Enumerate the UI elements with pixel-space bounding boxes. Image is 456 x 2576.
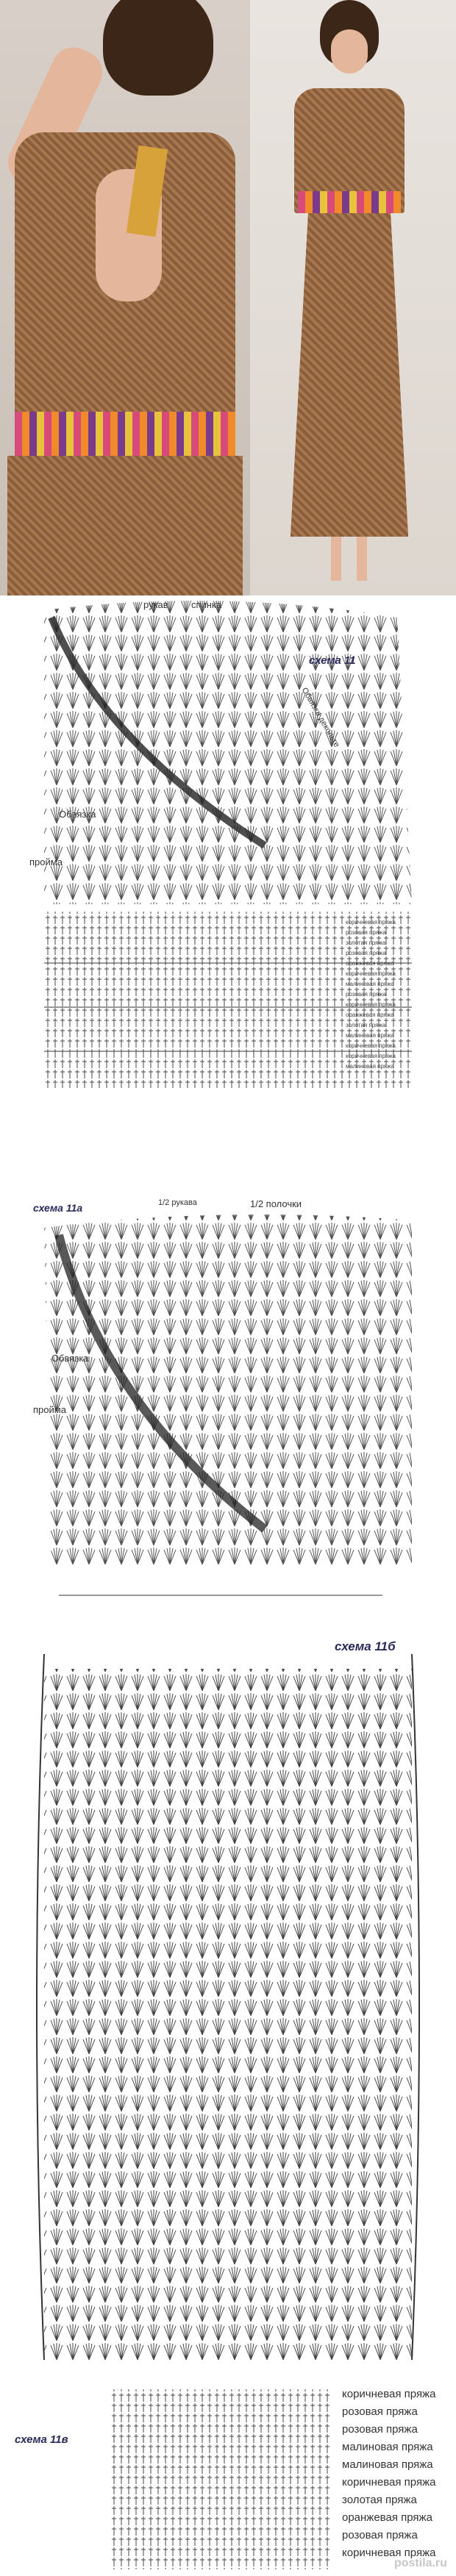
yarn-legend-item: оранжевая пряжа [346, 1012, 394, 1018]
schema-11b-panel [0, 1654, 456, 2382]
schema-11b-diagram [0, 1654, 456, 2382]
garment-skirt [7, 456, 243, 595]
yarn-legend-item: коричневая пряжа [342, 2547, 436, 2559]
yarn-legend-item: коричневая пряжа [346, 1053, 396, 1059]
yarn-legend-item: малиновая пряжа [342, 2458, 433, 2471]
yarn-legend-item: коричневая пряжа [346, 1001, 396, 1008]
yarn-legend-item: золотая пряжа [346, 940, 386, 946]
label-obvyazka: Обвязка [51, 1353, 89, 1364]
label-half-sleeve: 1/2 рукава [158, 1198, 197, 1207]
schema-11a-panel [0, 1184, 456, 1654]
yarn-legend-item: коричневая пряжа [342, 2476, 436, 2489]
yarn-legend-item: розовая пряжа [346, 950, 386, 956]
model-face [331, 29, 368, 74]
yarn-legend-item: розовая пряжа [346, 991, 386, 998]
photo-back-view [0, 0, 250, 595]
waistband [298, 191, 401, 213]
label-obvyazka: Обвязка [59, 809, 96, 820]
label-half-front: 1/2 полочки [250, 1198, 302, 1209]
schema-11a-title: схема 11а [33, 1202, 83, 1214]
yarn-legend-item: коричневая пряжа [346, 1042, 396, 1049]
schema-11a-diagram [0, 1184, 456, 1654]
yarn-legend-item: коричневая пряжа [346, 919, 396, 926]
schema-11b-title: схема 11б [335, 1639, 396, 1653]
label-proima: пройма [29, 856, 63, 867]
yarn-legend-item: малиновая пряжа [346, 981, 394, 987]
model-leg [331, 537, 341, 581]
yarn-legend-item: коричневая пряжа [346, 970, 396, 977]
yarn-legend-item: розовая пряжа [346, 929, 386, 936]
yarn-legend-item: малиновая пряжа [342, 2441, 433, 2453]
yarn-legend-item: золотая пряжа [346, 1022, 386, 1028]
schema-11-panel [0, 595, 456, 1184]
schema-11v-title: схема 11в [15, 2433, 68, 2446]
schema-11-title: схема 11 [309, 654, 356, 667]
yarn-legend-item: золотая пряжа [342, 2494, 417, 2506]
label-spinka: спинка [191, 599, 222, 610]
watermark: postila.ru [393, 2557, 447, 2569]
label-rukav: рукав [143, 599, 168, 610]
label-proima: пройма [33, 1404, 66, 1415]
label-obvyazka-dekolte: Обвязка декольте [299, 686, 341, 749]
yarn-legend-item: коричневая пряжа [342, 2388, 436, 2400]
yarn-legend-item: розовая пряжа [342, 2423, 418, 2436]
schema-11v-panel [0, 2382, 456, 2576]
yarn-legend-item: оранжевая пряжа [342, 2511, 432, 2524]
schema-11-diagram [0, 595, 456, 1184]
photo-front-view [250, 0, 456, 595]
yarn-legend-item: розовая пряжа [342, 2529, 418, 2541]
model-leg [357, 537, 367, 581]
yarn-legend-item: малиновая пряжа [346, 1032, 394, 1039]
yarn-legend-item: оранжевая пряжа [346, 960, 394, 967]
yarn-legend-item: розовая пряжа [342, 2405, 418, 2418]
yarn-legend-item: малиновая пряжа [346, 1063, 394, 1070]
model-hair [103, 0, 213, 96]
striped-waistband [15, 412, 235, 456]
garment-skirt [291, 213, 408, 537]
